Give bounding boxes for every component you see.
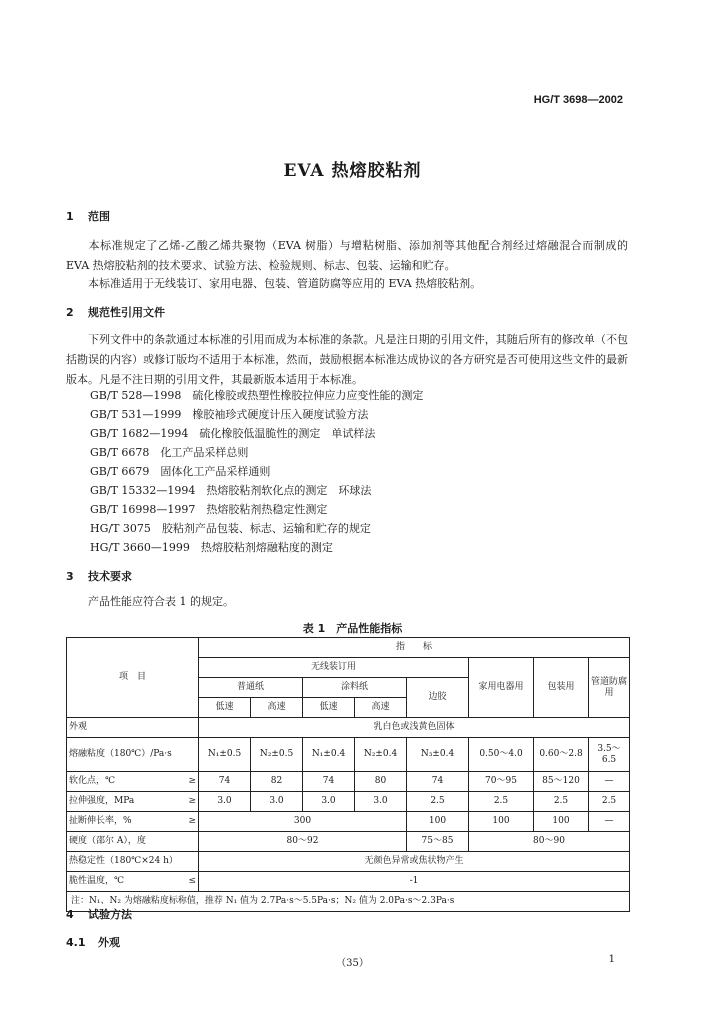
table-header-row bbox=[67, 638, 630, 658]
table-cell: 100 bbox=[469, 812, 534, 832]
page-number: 1 bbox=[608, 954, 615, 965]
table-cell: — bbox=[589, 812, 630, 832]
header-high-speed: 高速 bbox=[355, 698, 407, 718]
table-cell: 82 bbox=[251, 772, 303, 792]
row-label: 拉伸强度，MPa ≥ bbox=[67, 792, 199, 812]
comparison-sign: ≥ bbox=[188, 776, 196, 786]
table-row bbox=[67, 832, 630, 852]
table-cell: 74 bbox=[199, 772, 251, 792]
table-note-row bbox=[67, 892, 630, 912]
section-number: 3 bbox=[66, 570, 74, 583]
section-4-heading bbox=[66, 906, 132, 922]
table-cell: 100 bbox=[534, 812, 589, 832]
section-title: 试验方法 bbox=[88, 908, 132, 921]
row-label: 扯断伸长率，% ≥ bbox=[67, 812, 199, 832]
table-row bbox=[67, 852, 630, 872]
table-cell: 乳白色或浅黄色固体 bbox=[199, 718, 630, 738]
section-number: 4 bbox=[66, 908, 74, 921]
row-label: 脆性温度，℃ ≤ bbox=[67, 872, 199, 892]
table-row bbox=[67, 718, 630, 738]
table-cell: 300 bbox=[199, 812, 407, 832]
table-row bbox=[67, 792, 630, 812]
table-cell: 3.0 bbox=[199, 792, 251, 812]
table-cell: — bbox=[589, 772, 630, 792]
reference-item: GB/T 6678 化工产品采样总则 bbox=[90, 446, 249, 459]
table-cell: 2.5 bbox=[589, 792, 630, 812]
reference-item: HG/T 3660—1999 热熔胶粘剂熔融粘度的测定 bbox=[90, 541, 333, 554]
reference-item: GB/T 6679 固体化工产品采样通则 bbox=[90, 465, 271, 478]
table-caption: 表 1 产品性能指标 bbox=[302, 622, 403, 635]
table-cell: -1 bbox=[199, 872, 630, 892]
table-cell: 80 bbox=[355, 772, 407, 792]
table-cell: 0.60～2.8 bbox=[534, 738, 589, 772]
header-plain-paper: 普通纸 bbox=[199, 678, 303, 698]
table-cell: 70～95 bbox=[469, 772, 534, 792]
section-number: 1 bbox=[66, 210, 74, 223]
standard-code: HG/T 3698—2002 bbox=[533, 94, 623, 106]
section-title: 规范性引用文件 bbox=[88, 306, 165, 319]
row-label: 软化点，℃ ≥ bbox=[67, 772, 199, 792]
table-note: 注：N₁、N₂ 为熔融粘度标称值，推荐 N₁ 值为 2.7Pa·s～5.5Pa·s；N₂ 值为 2.0Pa·s～2.3Pa·s bbox=[67, 892, 630, 912]
table-cell: 2.5 bbox=[534, 792, 589, 812]
subsection-title: 外观 bbox=[98, 936, 120, 949]
paragraph: 产品性能应符合表 1 的规定。 bbox=[88, 595, 234, 608]
table-cell: N₂±0.4 bbox=[355, 738, 407, 772]
reference-item: GB/T 15332—1994 热熔胶粘剂软化点的测定 环球法 bbox=[90, 484, 372, 497]
table-cell: 0.50～4.0 bbox=[469, 738, 534, 772]
header-appliance: 家用电器用 bbox=[469, 658, 534, 718]
header-wireless-binding: 无线装订用 bbox=[199, 658, 469, 678]
section-title: 技术要求 bbox=[88, 570, 132, 583]
header-coated-paper: 涂料纸 bbox=[303, 678, 407, 698]
section-3-heading bbox=[66, 568, 132, 584]
header-edge-glue: 边胶 bbox=[407, 678, 469, 718]
table-cell: 2.5 bbox=[407, 792, 469, 812]
table-row bbox=[67, 872, 630, 892]
table-cell: 75～85 bbox=[407, 832, 469, 852]
header-item: 项 目 bbox=[67, 638, 199, 718]
table-cell: 3.5～6.5 bbox=[589, 738, 630, 772]
table-cell: 100 bbox=[407, 812, 469, 832]
table-cell: N₂±0.5 bbox=[251, 738, 303, 772]
section-1-heading bbox=[66, 208, 110, 224]
subsection-number: 4.1 bbox=[66, 936, 86, 949]
table-cell: 3.0 bbox=[303, 792, 355, 812]
table-cell: 3.0 bbox=[251, 792, 303, 812]
row-label: 硬度（邵尔 A），度 bbox=[67, 832, 199, 852]
header-low-speed: 低速 bbox=[199, 698, 251, 718]
table-row bbox=[67, 772, 630, 792]
table-cell: 80～90 bbox=[469, 832, 630, 852]
section-2-heading bbox=[66, 304, 165, 320]
table-row bbox=[67, 738, 630, 772]
section-number: 2 bbox=[66, 306, 74, 319]
document-title: EVA 热熔胶粘剂 bbox=[283, 161, 422, 181]
section-title: 范围 bbox=[88, 210, 110, 223]
paragraph: 本标准规定了乙烯-乙酸乙烯共聚物（EVA 树脂）与增粘树脂、添加剂等其他配合剂经过熔融混合而制成的 EVA 热熔胶粘剂的技术要求、试验方法、检验规则、标志、包装、运输和贮存。 bbox=[66, 239, 628, 272]
row-label: 热稳定性（180℃×24 h） bbox=[67, 852, 199, 872]
header-packaging: 包装用 bbox=[534, 658, 589, 718]
table-cell: 无颜色异常或焦状物产生 bbox=[199, 852, 630, 872]
paragraph: 下列文件中的条款通过本标准的引用而成为本标准的条款。凡是注日期的引用文件，其随后所有的修改单（不包括勘误的内容）或修订版均不适用于本标准，然而，鼓励根据本标准达成协议的各方研究是否可使用这些文件的最新版本。凡是不注日期的引用文件，其最新版本适用于本标准。 bbox=[66, 333, 628, 386]
table-cell: 85～120 bbox=[534, 772, 589, 792]
footer-code: （35） bbox=[336, 958, 369, 969]
table-cell: 2.5 bbox=[469, 792, 534, 812]
header-pipe: 管道防腐用 bbox=[589, 658, 630, 718]
header-low-speed: 低速 bbox=[303, 698, 355, 718]
table-cell: 3.0 bbox=[355, 792, 407, 812]
comparison-sign: ≥ bbox=[188, 796, 196, 806]
reference-item: HG/T 3075 胶粘剂产品包装、标志、运输和贮存的规定 bbox=[90, 522, 371, 535]
table-row bbox=[67, 812, 630, 832]
table-cell: 74 bbox=[303, 772, 355, 792]
row-label: 熔融粘度（180℃）/Pa·s bbox=[67, 738, 199, 772]
subsection-4-1-heading bbox=[66, 934, 120, 950]
table-cell: N₁±0.4 bbox=[303, 738, 355, 772]
table-cell: N₁±0.5 bbox=[199, 738, 251, 772]
paragraph: 本标准适用于无线装订、家用电器、包装、管道防腐等应用的 EVA 热熔胶粘剂。 bbox=[88, 277, 482, 290]
performance-table bbox=[66, 637, 630, 912]
reference-item: GB/T 528—1998 硫化橡胶或热塑性橡胶拉伸应力应变性能的测定 bbox=[90, 389, 424, 402]
comparison-sign: ≥ bbox=[188, 816, 196, 826]
header-index: 指 标 bbox=[199, 638, 630, 658]
table-cell: 74 bbox=[407, 772, 469, 792]
row-label: 外观 bbox=[67, 718, 199, 738]
comparison-sign: ≤ bbox=[188, 876, 196, 886]
reference-item: GB/T 16998—1997 热熔胶粘剂热稳定性测定 bbox=[90, 503, 328, 516]
reference-item: GB/T 1682—1994 硫化橡胶低温脆性的测定 单试样法 bbox=[90, 427, 376, 440]
table-cell: 80～92 bbox=[199, 832, 407, 852]
table-cell: N₃±0.4 bbox=[407, 738, 469, 772]
header-high-speed: 高速 bbox=[251, 698, 303, 718]
reference-item: GB/T 531—1999 橡胶袖珍式硬度计压入硬度试验方法 bbox=[90, 408, 369, 421]
